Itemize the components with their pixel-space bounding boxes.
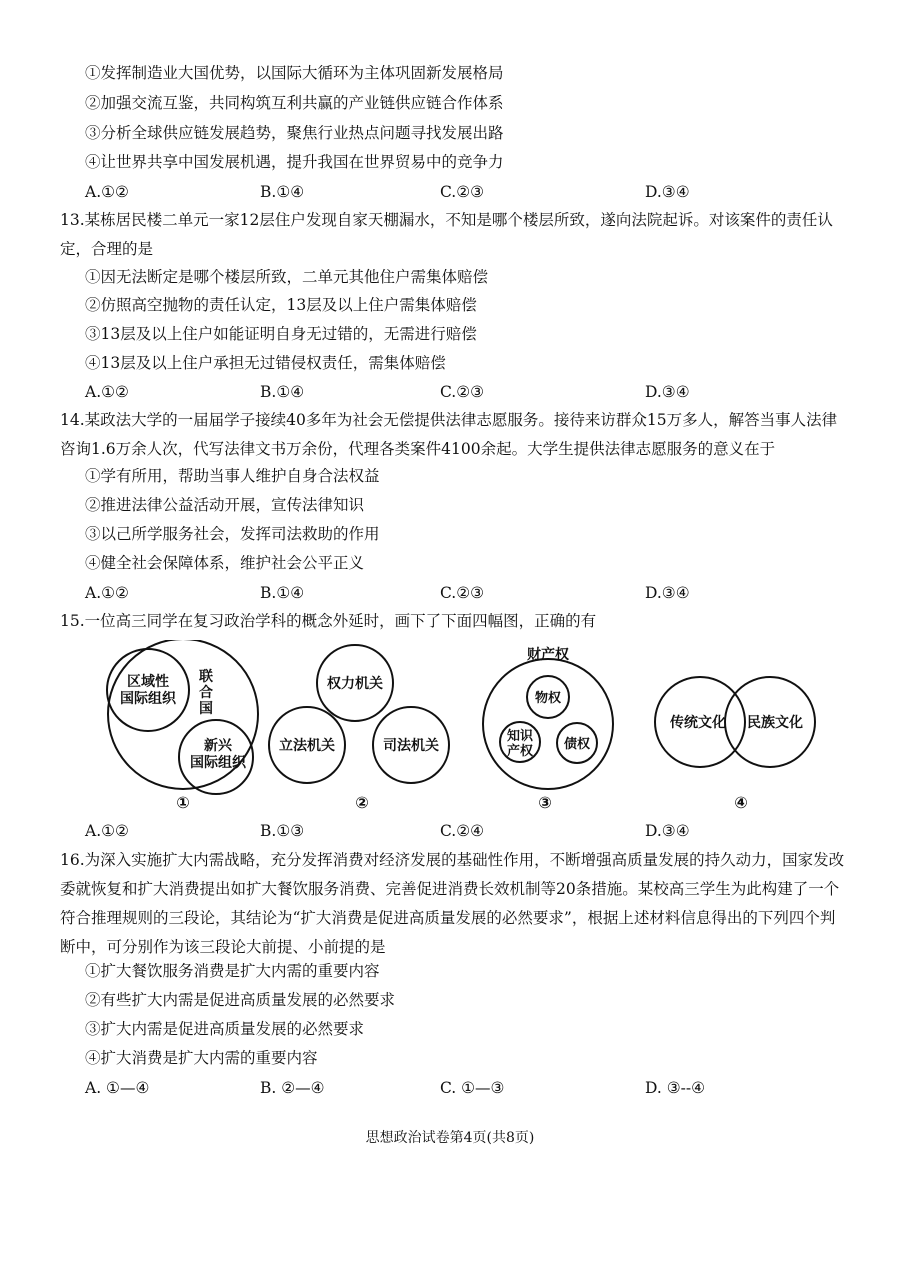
figure-3 [483, 659, 613, 789]
q15-choice-b: B.①③ [260, 822, 305, 840]
q13-option-3: ③13层及以上住户如能证明自身无过错的，无需进行赔偿 [85, 325, 477, 343]
q16-option-2: ②有些扩大内需是促进高质量发展的必然要求 [85, 991, 396, 1009]
fig1-label-un-1: 联 [199, 669, 213, 685]
fig2-label-legislative: 立法机关 [279, 738, 335, 754]
fig1-regional-org-circle [107, 649, 189, 731]
q13-option-2: ②仿照高空抛物的责任认定，13层及以上住户需集体赔偿 [85, 296, 477, 314]
q14-option-4: ④健全社会保障体系，维护社会公平正义 [85, 554, 365, 572]
q16-choice-b: B. ②—④ [260, 1079, 325, 1097]
q13-choice-a: A.①② [85, 383, 129, 401]
figure-2 [269, 645, 449, 783]
fig3-label-ip-1: 知识 [506, 729, 534, 744]
q14-choice-d: D.③④ [645, 584, 690, 602]
q15-choice-c: C.②④ [440, 822, 485, 840]
q12-option-1: ①发挥制造业大国优势，以国际大循环为主体巩固新发展格局 [85, 64, 504, 82]
fig3-number: ③ [538, 793, 552, 812]
fig2-label-power: 权力机关 [327, 676, 383, 692]
q14-choice-c: C.②③ [440, 584, 485, 602]
q12-option-2: ②加强交流互鉴，共同构筑互利共赢的产业链供应链合作体系 [85, 94, 504, 112]
q16-option-3: ③扩大内需是促进高质量发展的必然要求 [85, 1020, 365, 1038]
page-footer: 思想政治试卷第4页(共8页) [365, 1130, 535, 1146]
q12-option-4: ④让世界共享中国发展机遇，提升我国在世界贸易中的竞争力 [85, 153, 504, 171]
fig2-number: ② [355, 793, 369, 812]
fig4-label-traditional: 传统文化 [670, 715, 726, 731]
q13-choice-b: B.①④ [260, 383, 305, 401]
q14-stem: 14.某政法大学的一届届学子接续40多年为社会无偿提供法律志愿服务。接待来访群众15万多人，解答当事人法律咨询1.6万余人次，代写法律文书万余份，代理各类案件4100余起。大学生提供法律志愿服务的意义在于 [60, 411, 838, 458]
q12-choice-c: C.②③ [440, 183, 485, 201]
fig1-label-un-2: 合 [199, 685, 213, 701]
q13-option-1: ①因无法断定是哪个楼层所致，二单元其他住户需集体赔偿 [85, 268, 489, 286]
fig1-label-emerging-org: 国际组织 [190, 755, 246, 771]
q15-choice-a: A.①② [85, 822, 129, 840]
fig1-label-regional: 区域性 [127, 674, 169, 690]
fig3-label-title: 财产权 [527, 647, 569, 663]
q14-option-1: ①学有所用，帮助当事人维护自身合法权益 [85, 467, 380, 485]
fig1-label-un-3: 国 [199, 701, 213, 717]
fig1-number: ① [176, 793, 190, 812]
q13-option-4: ④13层及以上住户承担无过错侵权责任，需集体赔偿 [85, 354, 446, 372]
fig3-label-ip-2: 产权 [506, 744, 534, 759]
fig3-label-real-right: 物权 [534, 691, 562, 706]
fig1-label-emerging: 新兴 [204, 738, 232, 754]
q14-option-3: ③以己所学服务社会，发挥司法救助的作用 [85, 525, 380, 543]
q15-choice-d: D.③④ [645, 822, 690, 840]
q12-choice-b: B.①④ [260, 183, 305, 201]
q16-stem: 16.为深入实施扩大内需战略，充分发挥消费对经济发展的基础性作用，不断增强高质量发展的持久动力，国家发改委就恢复和扩大消费提出如扩大餐饮服务消费、完善促进消费长效机制等20条措施。某校高三学生为此构建了一个符合推理规则的三段论，其结论为“扩大消费是促进高质量发展的必然要求”，根据上述材料信息得出的下列四个判断中，可分别作为该三段论大前提、小前提的是 [60, 851, 845, 956]
fig3-label-creditor: 债权 [563, 737, 591, 752]
q16-choice-c: C. ①—③ [440, 1079, 505, 1097]
q13-stem: 13.某栋居民楼二单元一家12层住户发现自家天棚漏水，不知是哪个楼层所致，遂向法院起诉。对该案件的责任认定，合理的是 [60, 211, 833, 258]
fig4-label-national: 民族文化 [747, 715, 803, 731]
q16-option-4: ④扩大消费是扩大内需的重要内容 [85, 1049, 318, 1067]
q13-choice-d: D.③④ [645, 383, 690, 401]
fig4-number: ④ [734, 793, 748, 812]
q14-choice-b: B.①④ [260, 584, 305, 602]
q16-option-1: ①扩大餐饮服务消费是扩大内需的重要内容 [85, 962, 380, 980]
q15-figures [0, 640, 900, 815]
q14-option-2: ②推进法律公益活动开展，宣传法律知识 [85, 496, 365, 514]
q14-choice-a: A.①② [85, 584, 129, 602]
fig3-property-right-circle [483, 659, 613, 789]
q15-stem: 15.一位高三同学在复习政治学科的概念外延时，画下了下面四幅图，正确的有 [60, 612, 597, 630]
q13-choice-c: C.②③ [440, 383, 485, 401]
q16-choice-a: A. ①—④ [85, 1079, 150, 1097]
q12-choice-a: A.①② [85, 183, 129, 201]
q12-option-3: ③分析全球供应链发展趋势，聚焦行业热点问题寻找发展出路 [85, 124, 504, 142]
q12-choice-d: D.③④ [645, 183, 690, 201]
fig2-label-judicial: 司法机关 [383, 738, 439, 754]
fig1-label-intl-org: 国际组织 [120, 691, 176, 707]
q16-choice-d: D. ③--④ [645, 1079, 705, 1097]
